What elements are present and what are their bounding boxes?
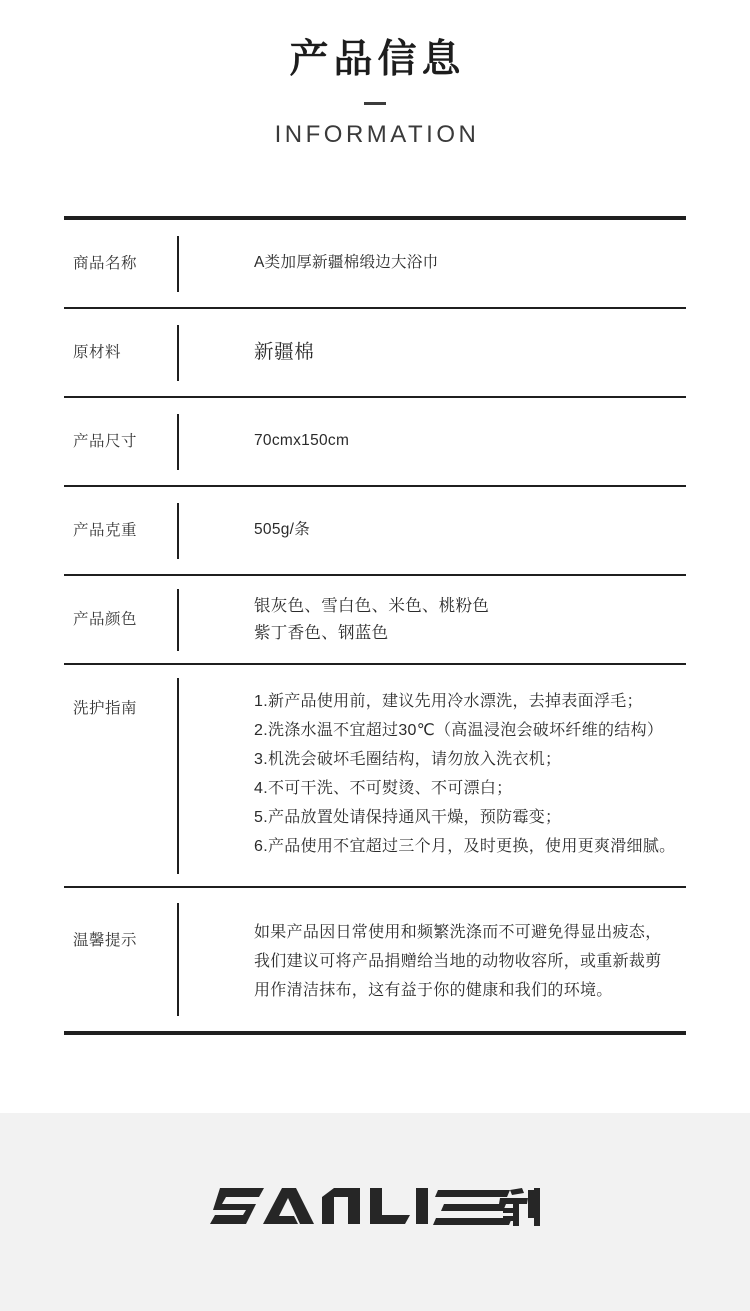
page-title: 产品信息 xyxy=(289,38,466,81)
spec-value xyxy=(254,593,489,647)
vertical-bar-icon xyxy=(177,236,179,292)
color-line: 银灰色、雪白色、米色、桃粉色 xyxy=(254,596,490,615)
spec-label: 洗护指南 xyxy=(73,700,138,717)
spec-label: 温馨提示 xyxy=(73,932,138,949)
care-instruction-item: 5.产品放置处请保持通风干燥，预防霉变； xyxy=(254,809,562,826)
cell-divider xyxy=(177,576,216,663)
spec-value: 505g/条 xyxy=(254,521,311,539)
table-row xyxy=(64,665,686,886)
spec-label: 产品克重 xyxy=(73,521,138,539)
vertical-bar-icon xyxy=(177,678,179,874)
cell-divider xyxy=(177,888,216,1031)
tips-text xyxy=(254,918,662,1005)
table-row xyxy=(64,487,686,574)
spec-label-cell xyxy=(64,665,177,886)
table-row xyxy=(64,398,686,485)
cell-divider xyxy=(177,665,216,886)
vertical-bar-icon xyxy=(177,325,179,381)
spec-value: 新疆棉 xyxy=(254,341,315,364)
vertical-bar-icon xyxy=(177,903,179,1016)
table-row xyxy=(64,888,686,1031)
sanli-logo-icon xyxy=(210,1176,540,1236)
spec-value: A类加厚新疆棉缎边大浴巾 xyxy=(254,254,439,272)
tips-line: 我们建议可将产品捐赠给当地的动物收容所，或重新裁剪 xyxy=(254,953,662,970)
page-subtitle: INFORMATION xyxy=(274,120,480,148)
spec-label-cell xyxy=(64,576,177,663)
page-header xyxy=(0,0,750,150)
care-instruction-item: 2.洗涤水温不宜超过30℃（高温浸泡会破坏纤维的结构） xyxy=(254,722,664,739)
cell-divider xyxy=(177,487,216,574)
cell-divider xyxy=(177,220,216,307)
tips-line: 如果产品因日常使用和频繁洗涤而不可避免得显出疲态， xyxy=(254,924,662,941)
vertical-bar-icon xyxy=(177,503,179,559)
cell-divider xyxy=(177,309,216,396)
footer-brand-band xyxy=(0,1113,750,1311)
spec-label-cell xyxy=(64,398,177,485)
horizontal-dash-icon xyxy=(364,102,386,105)
spec-label: 商品名称 xyxy=(73,254,138,272)
care-instruction-item: 3.机洗会破坏毛圈结构，请勿放入洗衣机； xyxy=(254,751,562,768)
spec-label-cell xyxy=(64,888,177,1031)
table-row xyxy=(64,309,686,396)
spec-value-cell xyxy=(216,398,686,485)
spec-value-cell xyxy=(216,220,686,307)
vertical-bar-icon xyxy=(177,589,179,651)
spec-value-cell xyxy=(216,576,686,663)
spec-value-cell xyxy=(216,665,686,886)
color-line: 紫丁香色、钢蓝色 xyxy=(254,623,389,642)
table-row xyxy=(64,220,686,307)
spec-label-cell xyxy=(64,309,177,396)
spec-label-cell xyxy=(64,220,177,307)
table-bottom-border xyxy=(64,1031,686,1035)
care-instruction-item: 4.不可干洗、不可熨烫、不可漂白； xyxy=(254,780,513,797)
product-spec-table xyxy=(64,216,686,1035)
spec-label-cell xyxy=(64,487,177,574)
sanli-brand-logo xyxy=(210,1176,540,1236)
spec-value: 70cmx150cm xyxy=(254,432,350,450)
spec-label: 产品尺寸 xyxy=(73,432,138,450)
care-instruction-item: 6.产品使用不宜超过三个月，及时更换，使用更爽滑细腻。 xyxy=(254,838,676,855)
care-instruction-list xyxy=(254,687,675,861)
table-row xyxy=(64,576,686,663)
care-instruction-item: 1.新产品使用前，建议先用冷水漂洗，去掉表面浮毛； xyxy=(254,693,643,710)
spec-value-cell xyxy=(216,309,686,396)
spec-value-cell xyxy=(216,487,686,574)
spec-label: 原材料 xyxy=(73,343,122,361)
cell-divider xyxy=(177,398,216,485)
tips-line: 用作清洁抹布，这有益于你的健康和我们的环境。 xyxy=(254,982,613,999)
vertical-bar-icon xyxy=(177,414,179,470)
spec-label: 产品颜色 xyxy=(73,610,138,628)
spec-value-cell xyxy=(216,888,686,1031)
